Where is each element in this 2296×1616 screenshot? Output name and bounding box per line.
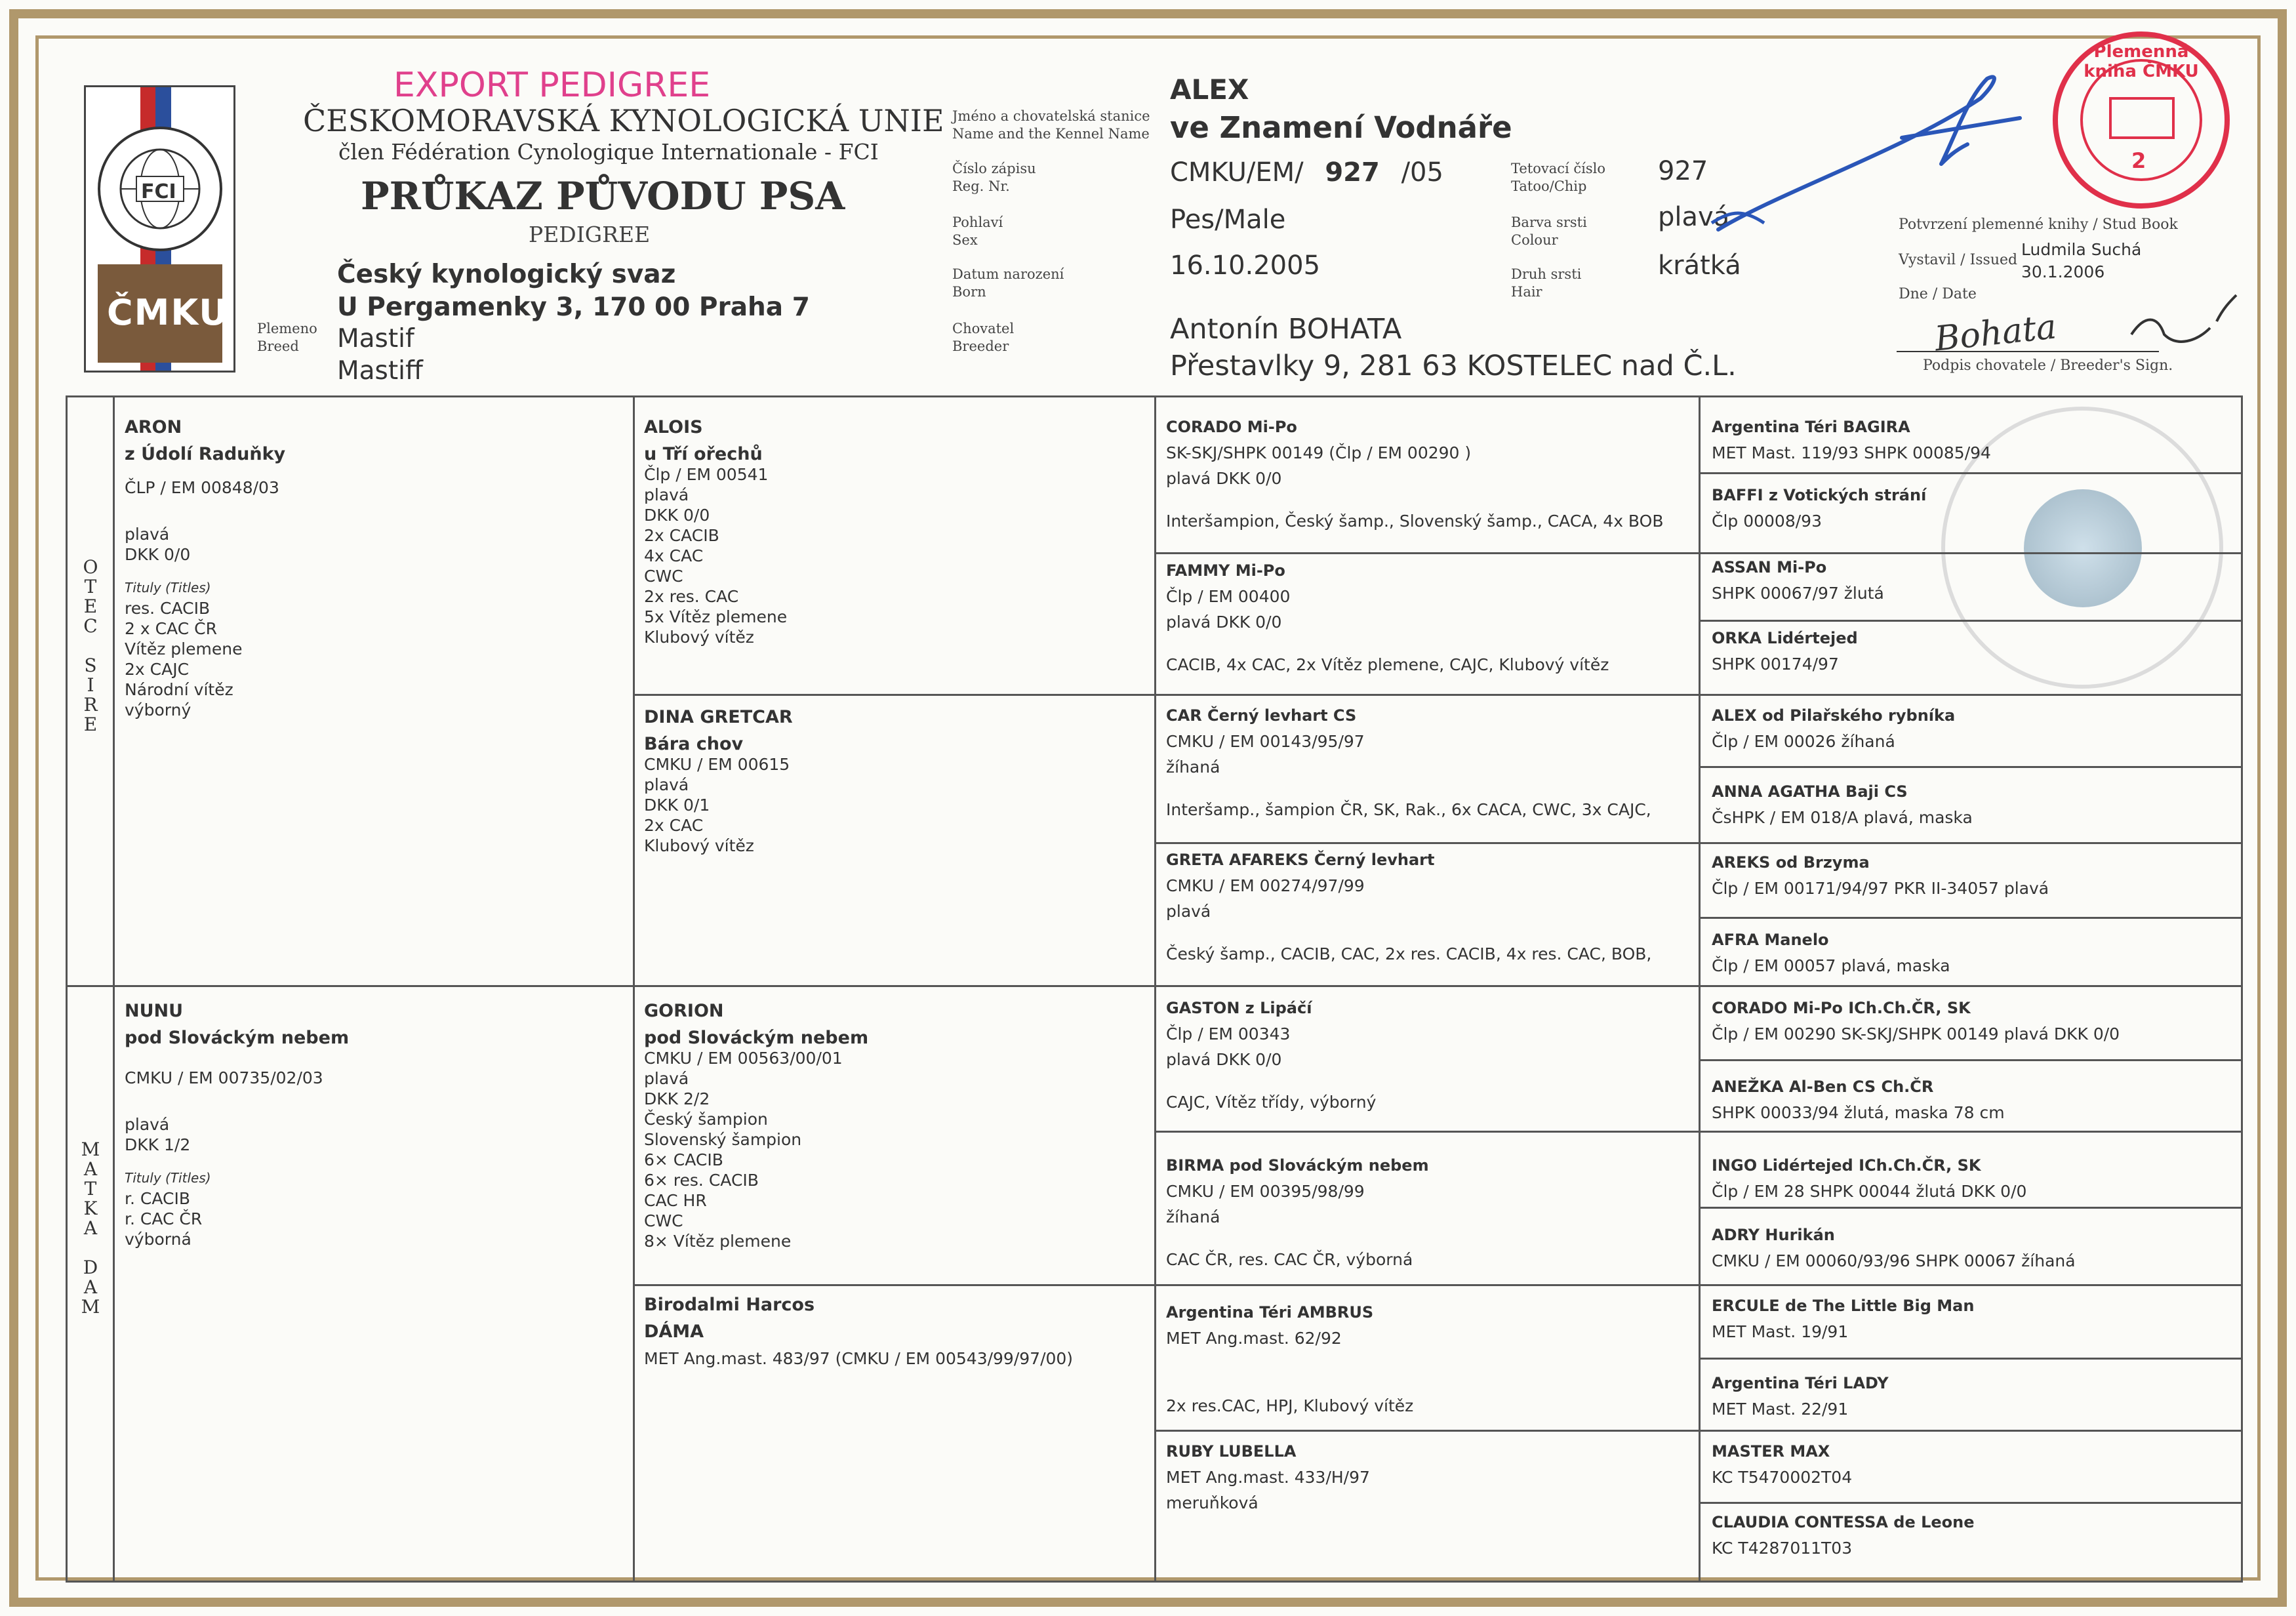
gen4-line: SHPK 00067/97 žlutá — [1712, 584, 1884, 603]
gen3-titles: CAC ČR, res. CAC ČR, výborná — [1166, 1250, 1413, 1269]
dam-title: r. CACIB — [125, 1189, 190, 1208]
born-label-cz: Datum narození — [952, 266, 1064, 282]
gen4-name: ANNA AGATHA Baji CS — [1712, 782, 1908, 801]
studbook-stamp — [2053, 31, 2230, 209]
colour-label — [1511, 214, 1587, 249]
gen2-line: DKK 0/1 — [644, 796, 710, 815]
gen2-line: plavá — [644, 1069, 689, 1088]
colour-label-cz: Barva srsti — [1511, 214, 1587, 230]
dam-reg: CMKU / EM 00735/02/03 — [125, 1068, 323, 1087]
row-divider-g4-8 — [1699, 1502, 2243, 1504]
gen4-cell — [1712, 1156, 2026, 1202]
breeder-sign-label: Podpis chovatele / Breeder's Sign. — [1923, 357, 2173, 374]
sire-letter: I — [87, 674, 94, 696]
studbook-title: Potvrzení plemenné knihy / Stud Book — [1899, 216, 2178, 233]
gen3-name: FAMMY Mi-Po — [1166, 561, 1285, 580]
breeder-signature: Bohata — [1933, 307, 2059, 359]
export-pedigree: EXPORT PEDIGREE — [393, 66, 711, 105]
gen2-line: Klubový vítěz — [644, 836, 754, 855]
row-divider-g3-4 — [1154, 1430, 2243, 1432]
fci-logo-text: FCI — [141, 180, 176, 203]
gen4-line: Člp / EM 00057 plavá, maska — [1712, 956, 1950, 975]
gen4-name: BAFFI z Votických strání — [1712, 486, 1927, 504]
gen2-line: 6× CACIB — [644, 1150, 723, 1169]
cmku-logo-text: ČMKU — [107, 292, 230, 333]
gen3-cell-8 — [1166, 1442, 1370, 1513]
gen4-cell — [1712, 782, 1973, 828]
gen3-cell-1 — [1166, 417, 1663, 531]
gen4-name: ADRY Hurikán — [1712, 1226, 1835, 1244]
breeder-label-cz: Chovatel — [952, 321, 1015, 336]
gen4-line: Člp / EM 00026 žíhaná — [1712, 732, 1895, 751]
gen3-name: RUBY LUBELLA — [1166, 1442, 1297, 1461]
gen3-line: meruňková — [1166, 1493, 1259, 1512]
name-label-en: Name and the Kennel Name — [952, 126, 1150, 142]
gen2-name: GORION — [644, 1001, 724, 1021]
gen3-line: žíhaná — [1166, 1207, 1220, 1226]
gen3-line: plavá DKK 0/0 — [1166, 1050, 1282, 1069]
gen2-line: CWC — [644, 1211, 683, 1230]
sire-hd: DKK 0/0 — [125, 545, 191, 564]
sire-titles-label: Tituly (Titles) — [125, 580, 211, 596]
hair-value: krátká — [1658, 251, 1741, 281]
gen2-name: Birodalmi Harcos — [644, 1295, 815, 1315]
sire-title: res. CACIB — [125, 599, 211, 618]
gen3-titles: Interšamp., šampion ČR, SK, Rak., 6x CACA, CWC, 3x CAJC, — [1166, 800, 1651, 819]
gen4-line: ČsHPK / EM 018/A plavá, maska — [1712, 808, 1973, 827]
gen3-line: CMKU / EM 00395/98/99 — [1166, 1182, 1365, 1201]
row-divider-g4-5 — [1699, 1059, 2243, 1061]
gen4-line: MET Mast. 19/91 — [1712, 1322, 1849, 1341]
sex-label — [952, 214, 1003, 249]
gen2-line: DKK 2/2 — [644, 1089, 710, 1108]
sire-letter: T — [84, 576, 97, 597]
breeder-address: Přestavlky 9, 281 63 KOSTELEC nad Č.L. — [1170, 350, 1737, 382]
row-divider-g3-3 — [1154, 1131, 2243, 1133]
gen4-cell — [1712, 1512, 1975, 1558]
gen4-cell — [1712, 1373, 1889, 1419]
gen3-cell-6 — [1166, 1156, 1429, 1270]
gen2-line: 4x CAC — [644, 546, 704, 565]
gen3-line: MET Ang.mast. 62/92 — [1166, 1329, 1342, 1348]
dam-letter: M — [81, 1139, 100, 1160]
sire-title: 2x CAJC — [125, 660, 190, 679]
gen4-line: Člp 00008/93 — [1712, 512, 1822, 531]
colour-value: plavá — [1658, 202, 1730, 232]
dam-letter: A — [83, 1158, 98, 1180]
dam-gap — [77, 1238, 104, 1258]
gen2-line: 6× res. CACIB — [644, 1171, 759, 1190]
col-divider-2 — [633, 395, 635, 1583]
dam-letter: M — [81, 1296, 100, 1318]
issued-by: Ludmila Suchá — [2021, 240, 2142, 259]
gen4-cell — [1712, 1442, 1852, 1487]
row-divider-g4-6 — [1699, 1207, 2243, 1209]
gen4-line: SHPK 00174/97 — [1712, 655, 1839, 674]
row-divider-g4-7 — [1699, 1358, 2243, 1360]
sire-title: Národní vítěz — [125, 680, 233, 699]
logo-block — [84, 85, 235, 373]
stamp-text: Plemenná kniha ČMKU — [2084, 42, 2199, 81]
gen2-name: DINA GRETCAR — [644, 707, 793, 727]
fci-logo — [98, 127, 222, 251]
gen2-cell-2 — [644, 707, 793, 856]
stamp-logo — [2109, 97, 2175, 139]
breeder-label — [952, 320, 1014, 355]
gen2-kennel: u Tří ořechů — [644, 444, 763, 464]
gen2-kennel: pod Slováckým nebem — [644, 1028, 869, 1048]
gen2-line: plavá — [644, 775, 689, 794]
col-divider-4 — [1699, 395, 1701, 1583]
gen3-line: CMKU / EM 00274/97/99 — [1166, 876, 1365, 895]
row-divider-g4-3 — [1699, 766, 2243, 768]
hair-label — [1511, 266, 1581, 301]
gen3-cell-2 — [1166, 561, 1609, 675]
born-label — [952, 266, 1064, 301]
sire-letter: E — [83, 714, 98, 735]
gen4-cell — [1712, 998, 2120, 1044]
gen4-name: AREKS od Brzyma — [1712, 853, 1870, 872]
row-divider-g4-2 — [1699, 620, 2243, 622]
gen4-line: MET Mast. 119/93 SHPK 00085/94 — [1712, 443, 1991, 462]
dam-title: r. CAC ČR — [125, 1209, 203, 1228]
sire-letter: E — [83, 596, 98, 617]
gen3-name: GRETA AFAREKS Černý levhart — [1166, 851, 1435, 869]
sire-color: plavá — [125, 525, 170, 544]
row-divider-g4-4 — [1699, 917, 2243, 919]
dam-color: plavá — [125, 1115, 170, 1134]
gen4-cell — [1712, 417, 1991, 463]
sire-letter: C — [83, 615, 98, 637]
gen3-line: MET Ang.mast. 433/H/97 — [1166, 1468, 1370, 1487]
gen4-line: KC T5470002T04 — [1712, 1468, 1853, 1487]
dam-side-label — [77, 1140, 104, 1317]
stamp-number: 2 — [2131, 148, 2146, 173]
gen2-line: CAC HR — [644, 1191, 707, 1210]
sire-letter: O — [83, 556, 98, 578]
dam-hd: DKK 1/2 — [125, 1135, 191, 1154]
gen3-cell-5 — [1166, 998, 1376, 1112]
gen4-line: Člp / EM 00290 SK-SKJ/SHPK 00149 plavá DKK 0/0 — [1712, 1024, 2120, 1043]
sex-value: Pes/Male — [1170, 205, 1286, 235]
gen3-line: SK-SKJ/SHPK 00149 (Člp / EM 00290 ) — [1166, 443, 1472, 462]
reg-number — [1170, 157, 1443, 188]
gen4-cell — [1712, 853, 2049, 899]
gen2-line: Slovenský šampion — [644, 1130, 802, 1149]
breed-label-cz: Plemeno — [257, 321, 317, 336]
name-label-cz: Jméno a chovatelská stanice — [952, 108, 1150, 124]
reg-suffix: /05 — [1401, 157, 1443, 188]
issued-label: Vystavil / Issued — [1899, 252, 2018, 268]
gen4-line: SHPK 00033/94 žlutá, maska 78 cm — [1712, 1103, 2005, 1122]
row-divider-g2-1 — [633, 694, 2243, 696]
gen4-name: ANEŽKA Al-Ben CS Ch.ČR — [1712, 1078, 1934, 1096]
gen2-line: 2x res. CAC — [644, 587, 739, 606]
tattoo-value: 927 — [1658, 156, 1708, 186]
gen3-titles: Interšampion, Český šamp., Slovenský šamp., CACA, 4x BOB — [1166, 512, 1664, 531]
breed-label — [257, 320, 317, 355]
gen2-line: CMKU / EM 00615 — [644, 755, 790, 774]
gen2-line: MET Ang.mast. 483/97 (CMKU / EM 00543/99/97/00) — [644, 1349, 1074, 1368]
gen3-titles: Český šamp., CACIB, CAC, 2x res. CACIB, 4x res. CAC, BOB, — [1166, 944, 1652, 963]
gen3-name: CORADO Mi-Po — [1166, 418, 1297, 436]
gen2-line: CWC — [644, 567, 683, 586]
dam-kennel: pod Slováckým nebem — [125, 1028, 350, 1048]
gen4-cell — [1712, 557, 1884, 603]
gen2-line: CMKU / EM 00563/00/01 — [644, 1049, 843, 1068]
gen4-name: ALEX od Pilařského rybníka — [1712, 706, 1956, 725]
gen3-titles: 2x res.CAC, HPJ, Klubový vítěz — [1166, 1396, 1414, 1415]
sire-title: Vítěz plemene — [125, 639, 243, 658]
gen4-name: ERCULE de The Little Big Man — [1712, 1297, 1975, 1315]
dam-name: NUNU — [125, 1001, 184, 1021]
row-divider-g2-2 — [633, 1284, 2243, 1286]
dam-letter: A — [83, 1217, 98, 1239]
gen2-cell-1 — [644, 417, 787, 647]
tattoo-label-cz: Tetovací číslo — [1511, 161, 1606, 176]
gen4-name: CLAUDIA CONTESSA de Leone — [1712, 1513, 1975, 1531]
sire-gap — [77, 636, 104, 656]
row-divider-g3-2 — [1154, 842, 2243, 844]
gen4-name: ASSAN Mi-Po — [1712, 558, 1827, 576]
breeder-label-en: Breeder — [952, 338, 1009, 354]
gen3-titles: CAJC, Vítěz třídy, výborný — [1166, 1093, 1377, 1112]
dam-letter: T — [84, 1178, 97, 1200]
gen4-cell — [1712, 1225, 2076, 1271]
gen3-line: Člp / EM 00343 — [1166, 1024, 1291, 1043]
issuer-signature-icon — [1705, 59, 2046, 243]
sire-title: 2 x CAC ČR — [125, 619, 217, 638]
row-divider-g4-1 — [1699, 472, 2243, 474]
col-divider-3 — [1154, 395, 1156, 1583]
page-subtitle: PEDIGREE — [529, 222, 651, 247]
gen2-line: Člp / EM 00541 — [644, 465, 769, 484]
dam-cell — [125, 1001, 349, 1249]
sire-cell — [125, 417, 285, 720]
dam-letter: A — [83, 1276, 98, 1298]
gen3-cell-7 — [1166, 1303, 1413, 1416]
gen4-name: CORADO Mi-Po ICh.Ch.ČR, SK — [1712, 999, 1971, 1017]
gen3-line: žíhaná — [1166, 758, 1220, 777]
gen2-line: 8× Vítěz plemene — [644, 1232, 792, 1251]
gen4-line: KC T4287011T03 — [1712, 1539, 1853, 1558]
tattoo-label-en: Tatoo/Chip — [1511, 178, 1587, 194]
gen4-cell — [1712, 1296, 1974, 1342]
gen4-name: INGO Lidértejed ICh.Ch.ČR, SK — [1712, 1156, 1981, 1175]
hair-label-cz: Druh srsti — [1511, 266, 1582, 282]
gen4-name: ORKA Lidértejed — [1712, 629, 1858, 647]
club-address: U Pergamenky 3, 170 00 Praha 7 — [337, 293, 810, 322]
dam-title: výborná — [125, 1230, 191, 1249]
born-value: 16.10.2005 — [1170, 251, 1321, 281]
gen2-line: 2x CACIB — [644, 526, 719, 545]
reg-label-en: Reg. Nr. — [952, 178, 1010, 194]
hair-label-en: Hair — [1511, 284, 1542, 300]
gen3-name: BIRMA pod Slováckým nebem — [1166, 1156, 1429, 1175]
fci-member: člen Fédération Cynologique Internationale - FCI — [338, 139, 879, 165]
cmku-logo — [98, 264, 230, 363]
sire-kennel: z Údolí Raduňky — [125, 444, 286, 464]
breed-en: Mastiff — [337, 356, 423, 386]
gen2-name: ALOIS — [644, 417, 703, 437]
colour-label-en: Colour — [1511, 232, 1558, 248]
reg-prefix: CMKU/EM/ — [1170, 157, 1304, 188]
gen4-cell — [1712, 485, 1926, 531]
reg-label — [952, 160, 1036, 195]
reg-label-cz: Číslo zápisu — [952, 161, 1036, 176]
gen3-line: plavá DKK 0/0 — [1166, 469, 1282, 488]
date-label: Dne / Date — [1899, 286, 1977, 302]
gen4-line: Člp / EM 00171/94/97 PKR II-34057 plavá — [1712, 879, 2049, 898]
dog-kennel: ve Znamení Vodnáře — [1170, 110, 1512, 145]
sire-title: výborný — [125, 700, 191, 719]
gen3-titles: CACIB, 4x CAC, 2x Vítěz plemene, CAJC, Klubový vítěz — [1166, 655, 1609, 674]
breed-cz: Mastif — [337, 324, 414, 354]
sire-letter: R — [83, 694, 98, 716]
gen3-name: Argentina Téri AMBRUS — [1166, 1303, 1374, 1322]
gen2-kennel: Bára chov — [644, 734, 744, 754]
gen4-name: Argentina Téri BAGIRA — [1712, 418, 1910, 436]
gen3-line: plavá DKK 0/0 — [1166, 613, 1282, 632]
gen4-cell — [1712, 930, 1950, 976]
page-title: PRŮKAZ PŮVODU PSA — [361, 174, 845, 218]
col-divider-1 — [113, 395, 115, 1583]
gen2-line: Klubový vítěz — [644, 628, 754, 647]
issued-date: 30.1.2006 — [2021, 262, 2105, 281]
gen4-name: AFRA Manelo — [1712, 931, 1829, 949]
org-name: ČESKOMORAVSKÁ KYNOLOGICKÁ UNIE — [303, 103, 944, 138]
gen4-name: MASTER MAX — [1712, 1442, 1830, 1461]
gen3-line: plavá — [1166, 902, 1211, 921]
gen2-cell-3 — [644, 1001, 868, 1251]
sire-side-label — [77, 557, 104, 735]
dam-letter: D — [83, 1257, 98, 1278]
breed-label-en: Breed — [257, 338, 299, 354]
gen4-line: MET Mast. 22/91 — [1712, 1400, 1849, 1419]
gen4-cell — [1712, 706, 1955, 752]
gen3-line: Člp / EM 00400 — [1166, 587, 1291, 606]
row-divider-parents — [66, 985, 2243, 987]
club-name: Český kynologický svaz — [337, 260, 676, 289]
gen4-cell — [1712, 628, 1858, 674]
dog-name: ALEX — [1170, 73, 1249, 106]
gen3-name: GASTON z Lipáčí — [1166, 999, 1312, 1017]
row-divider-g3-1 — [1154, 552, 2243, 554]
sex-label-cz: Pohlaví — [952, 214, 1003, 230]
sire-name: ARON — [125, 417, 182, 437]
reg-number-value: 927 — [1325, 157, 1380, 188]
gen4-line: CMKU / EM 00060/93/96 SHPK 00067 žíhaná — [1712, 1251, 2076, 1270]
breeder-name: Antonín BOHATA — [1170, 313, 1402, 346]
gen3-line: CMKU / EM 00143/95/97 — [1166, 732, 1365, 751]
gen2-line: 2x CAC — [644, 816, 704, 835]
gen4-line: Člp / EM 28 SHPK 00044 žlutá DKK 0/0 — [1712, 1182, 2027, 1201]
sex-label-en: Sex — [952, 232, 978, 248]
dam-titles-label: Tituly (Titles) — [125, 1170, 211, 1186]
gen2-line: 5x Vítěz plemene — [644, 607, 788, 626]
gen2-line: plavá — [644, 485, 689, 504]
gen2-kennel: DÁMA — [644, 1322, 704, 1342]
born-label-en: Born — [952, 284, 986, 300]
gen4-name: Argentina Téri LADY — [1712, 1374, 1889, 1392]
gen3-cell-3 — [1166, 706, 1651, 820]
gen2-cell-4 — [644, 1295, 1073, 1369]
gen2-line: DKK 0/0 — [644, 506, 710, 525]
name-label — [952, 108, 1150, 143]
sire-letter: S — [84, 655, 97, 676]
gen3-cell-4 — [1166, 850, 1651, 964]
sire-reg: ČLP / EM 00848/03 — [125, 478, 279, 497]
gen3-name: CAR Černý levhart CS — [1166, 706, 1357, 725]
tattoo-label — [1511, 160, 1605, 195]
breeder-signature-stroke-icon — [2125, 289, 2243, 354]
dam-letter: K — [83, 1198, 98, 1219]
gen2-line: Český šampion — [644, 1110, 768, 1129]
gen4-cell — [1712, 1077, 2005, 1123]
